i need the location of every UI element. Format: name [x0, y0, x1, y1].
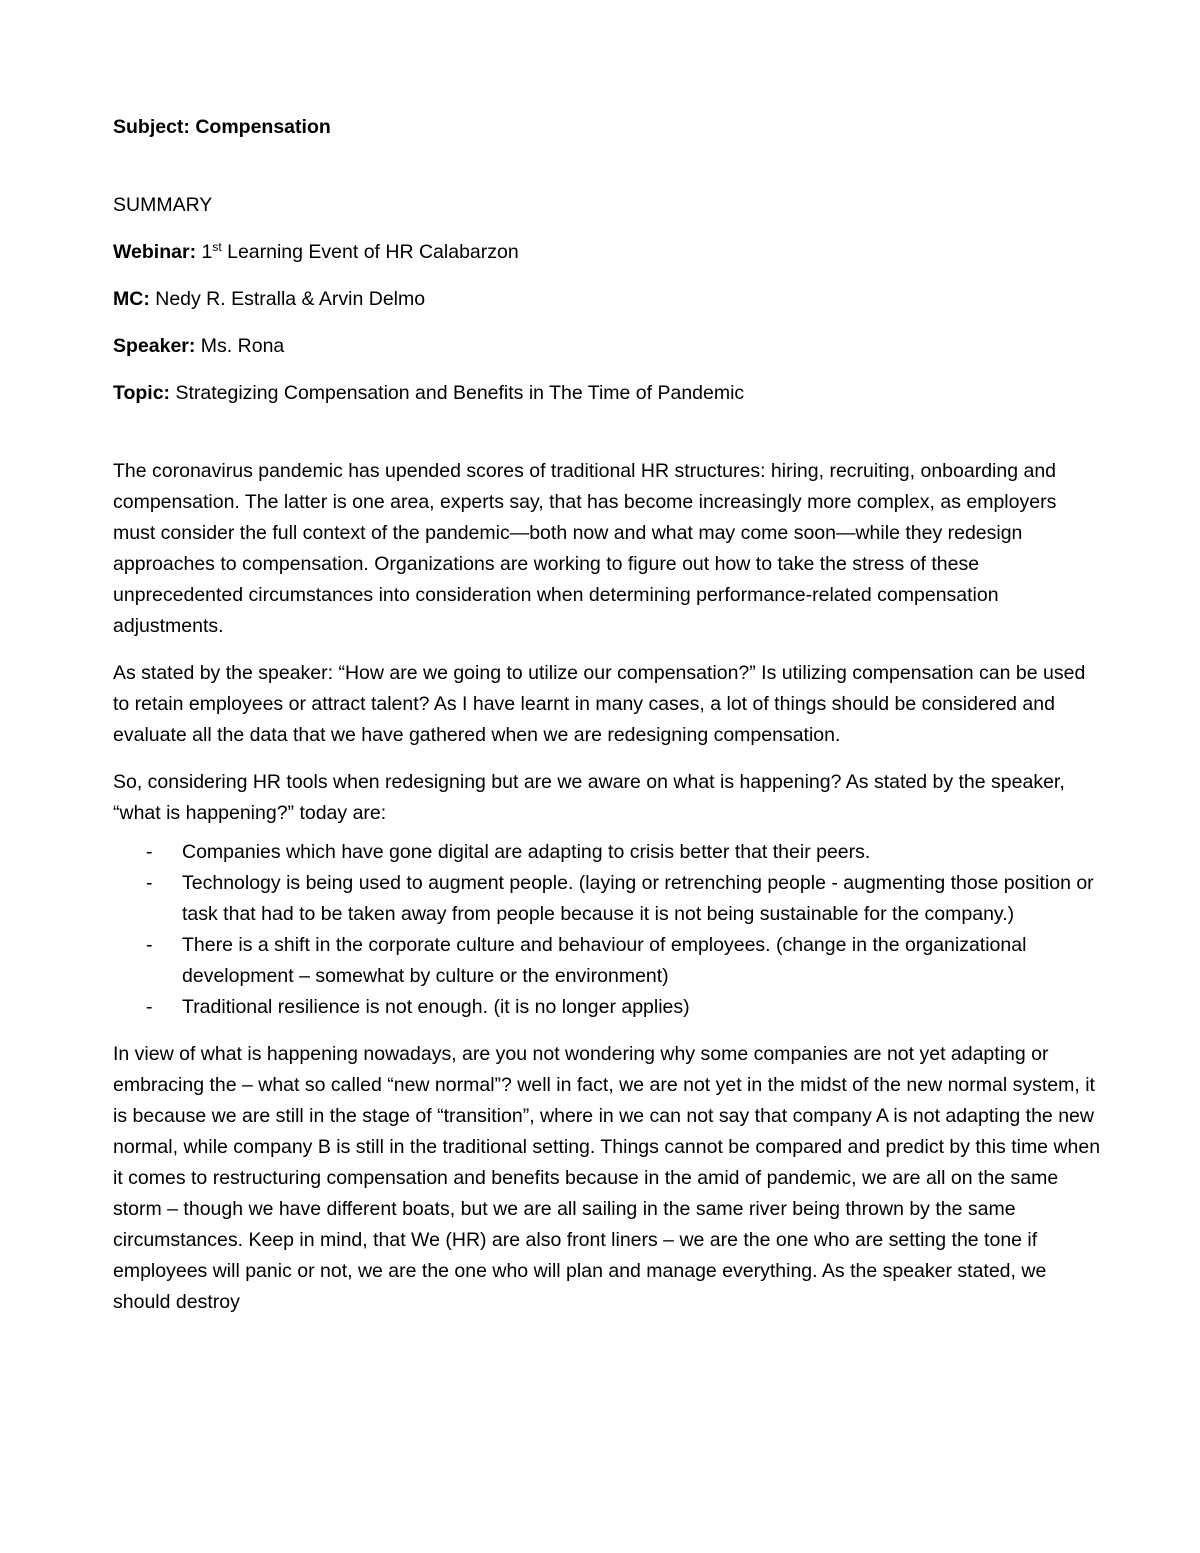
subject-line: Subject: Compensation — [113, 116, 331, 138]
speaker-line — [113, 331, 1103, 362]
document-body — [113, 112, 1103, 1334]
speaker-label: Speaker: — [113, 335, 196, 357]
summary-heading: SUMMARY — [113, 194, 213, 216]
paragraph-new-normal: In view of what is happening nowadays, are you not wondering why some companies are not yet adapting or embracing the – what so called “new normal”? well in fact, we are not yet in the midst of the new normal system, it is because we are still in the stage of “transition”, where in we can not say that company A is not adapting the new normal, while company B is still in the traditional setting. Things cannot be compared and predict by this time when it comes to restructuring compensation and benefits because in the amid of pandemic, we are all on the same storm – though we have different boats, but we are all sailing in the same river being thrown by the same circumstances. Keep in mind, that We (HR) are also front liners – we are the one who are setting the tone if employees will panic or not, we are the one who will plan and manage everything. As the speaker stated, we should destroy — [113, 1043, 1101, 1313]
topic-value: Strategizing Compensation and Benefits in The Time of Pandemic — [170, 382, 745, 404]
list-item — [113, 992, 1103, 1023]
paragraph-speaker-quote: As stated by the speaker: “How are we going to utilize our compensation?” Is utilizing compensation can be used to retain employees or attract talent? As I have learnt in many cases, a lot of things should be considered and evaluate all the data that we have gathered when we are redesigning compensation. — [113, 662, 1086, 746]
list-item-text: There is a shift in the corporate culture and behaviour of employees. (change in the organizational development – somewhat by culture or the environment) — [182, 934, 1027, 987]
list-item — [113, 837, 1103, 868]
list-item-text: Technology is being used to augment people. (laying or retrenching people - augmenting those position or task that had to be taken away from people because it is not being sustainable for the company.) — [182, 872, 1094, 925]
list-item-text: Companies which have gone digital are adapting to crisis better that their peers. — [182, 841, 871, 863]
list-item — [113, 868, 1103, 930]
bullet-list — [113, 837, 1103, 1023]
bullet-dash: - — [146, 872, 153, 894]
webinar-title: Learning Event of HR Calabarzon — [221, 241, 519, 263]
paragraph-intro: The coronavirus pandemic has upended scores of traditional HR structures: hiring, recruiting, onboarding and compensation. The latter is one area, experts say, that has become increasingly more complex, as employers must consider the full context of the pandemic—both now and what may come soon—while they redesign approaches to compensation. Organizations are working to figure out how to take the stress of these unprecedented circumstances into consideration when determining performance-related compensation adjustments. — [113, 460, 1057, 637]
list-item-text: Traditional resilience is not enough. (it is no longer applies) — [182, 996, 690, 1018]
webinar-ordinal: st — [212, 240, 222, 254]
bullet-dash: - — [146, 841, 153, 863]
webinar-line — [113, 237, 1103, 268]
mc-value: Nedy R. Estralla & Arvin Delmo — [149, 288, 426, 310]
bullet-dash: - — [146, 996, 153, 1018]
list-item — [113, 930, 1103, 992]
paragraph-what-is-happening: So, considering HR tools when redesigning but are we aware on what is happening? As stated by the speaker, “what is happening?” today are: — [113, 771, 1065, 824]
webinar-number: 1 — [196, 241, 213, 263]
speaker-value: Ms. Rona — [195, 335, 285, 357]
topic-label: Topic: — [113, 382, 171, 404]
mc-line — [113, 284, 1103, 315]
topic-line — [113, 378, 1103, 409]
webinar-label: Webinar: — [113, 241, 197, 263]
bullet-dash: - — [146, 934, 153, 956]
mc-label: MC: — [113, 288, 150, 310]
